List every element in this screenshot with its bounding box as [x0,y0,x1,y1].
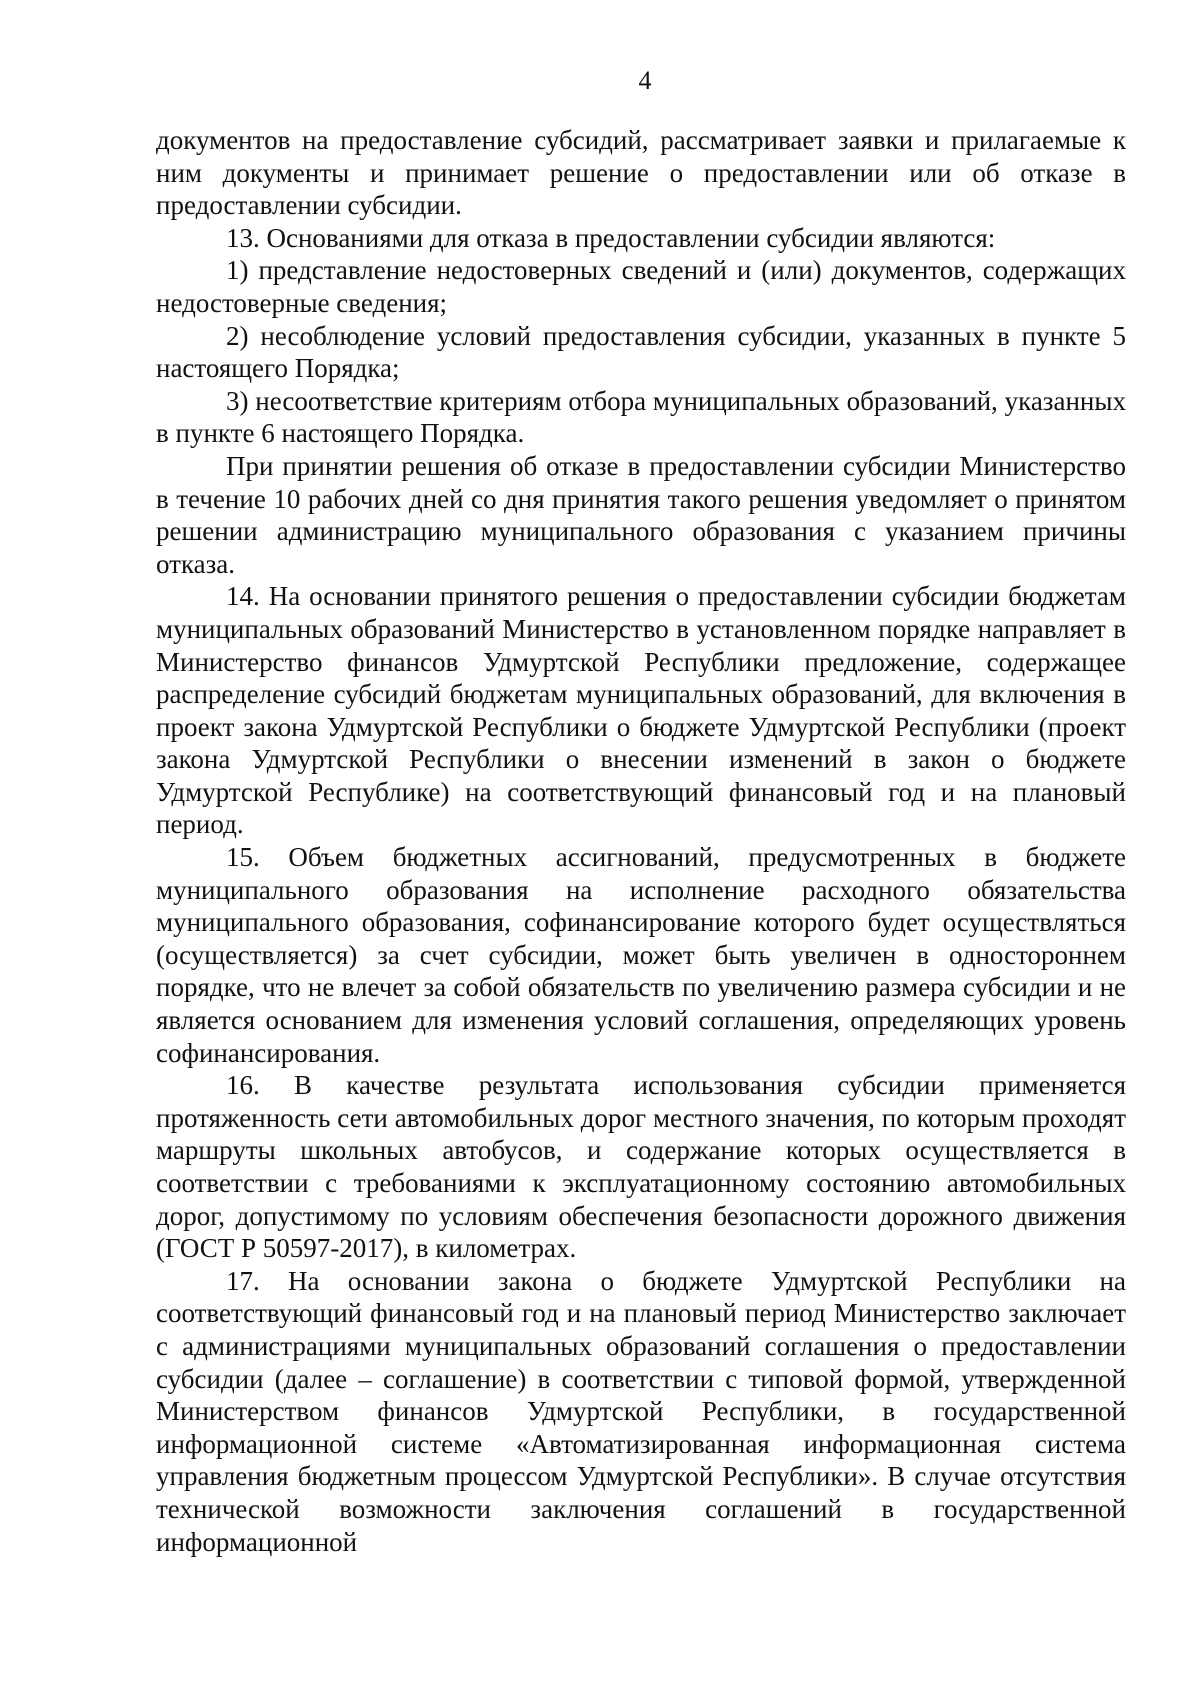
paragraph-13: 13. Основаниями для отказа в предоставлении субсидии являются: [226,222,996,253]
document-body [156,124,1126,1558]
paragraph-refusal-notice: При принятии решения об отказе в предоставлении субсидии Министерство в течение 10 рабочих дней со дня принятия такого решения уведомляет о принятом решении администрацию муниципального образования с указанием причины отказа. [156,450,1126,579]
paragraph-15: 15. Объем бюджетных ассигнований, предусмотренных в бюджете муниципального образования на исполнение расходного обязательства муниципального образования, софинансирование которого будет осуществляться (осуществляется) за счет субсидии, может быть увеличен в одностороннем порядке, что не влечет за собой обязательств по увеличению размера субсидии и не является основанием для изменения условий соглашения, определяющих уровень софинансирования. [156,842,1126,1068]
paragraph-13-item-1: 1) представление недостоверных сведений и (или) документов, содержащих недостоверные сведения; [156,255,1126,318]
paragraph-14: 14. На основании принятого решения о предоставлении субсидии бюджетам муниципальных образований Министерство в установленном порядке направляет в Министерство финансов Удмуртской Республики предложение, содержащее распределение субсидий бюджетам муниципальных образований, для включения в проект закона Удмуртской Республики о бюджете Удмуртской Республики (проект закона Удмуртской Республики о внесении изменений в закон о бюджете Удмуртской Республике) на соответствующий финансовый год и на плановый период. [156,581,1126,840]
page-number: 4 [638,66,652,95]
paragraph-continuation: документов на предоставление субсидий, рассматривает заявки и прилагаемые к ним документы и принимает решение о предоставлении или об отказе в предоставлении субсидии. [156,125,1126,221]
paragraph-17: 17. На основании закона о бюджете Удмуртской Республики на соответствующий финансовый год и на плановый период Министерство заключает с администрациями муниципальных образований соглашения о предоставлении субсидии (далее – соглашение) в соответствии с типовой формой, утвержденной Министерством финансов Удмуртской Республики, в государственной информационной системе «Автоматизированная информационная система управления бюджетным процессом Удмуртской Республики». В случае отсутствия технической возможности заключения соглашений в государственной информационной [156,1265,1126,1557]
paragraph-13-item-3: 3) несоответствие критериям отбора муниципальных образований, указанных в пункте 6 настоящего Порядка. [156,385,1126,449]
paragraph-16: 16. В качестве результата использования субсидии применяется протяженность сети автомобильных дорог местного значения, по которым проходят маршруты школьных автобусов, и содержание которых осуществляется в соответствии с требованиями к эксплуатационному состоянию автомобильных дорог, допустимому по условиям обеспечения безопасности дорожного движения (ГОСТ Р 50597-2017), в километрах. [156,1070,1126,1264]
paragraph-13-item-2: 2) несоблюдение условий предоставления субсидии, указанных в пункте 5 настоящего Порядка; [156,320,1126,384]
